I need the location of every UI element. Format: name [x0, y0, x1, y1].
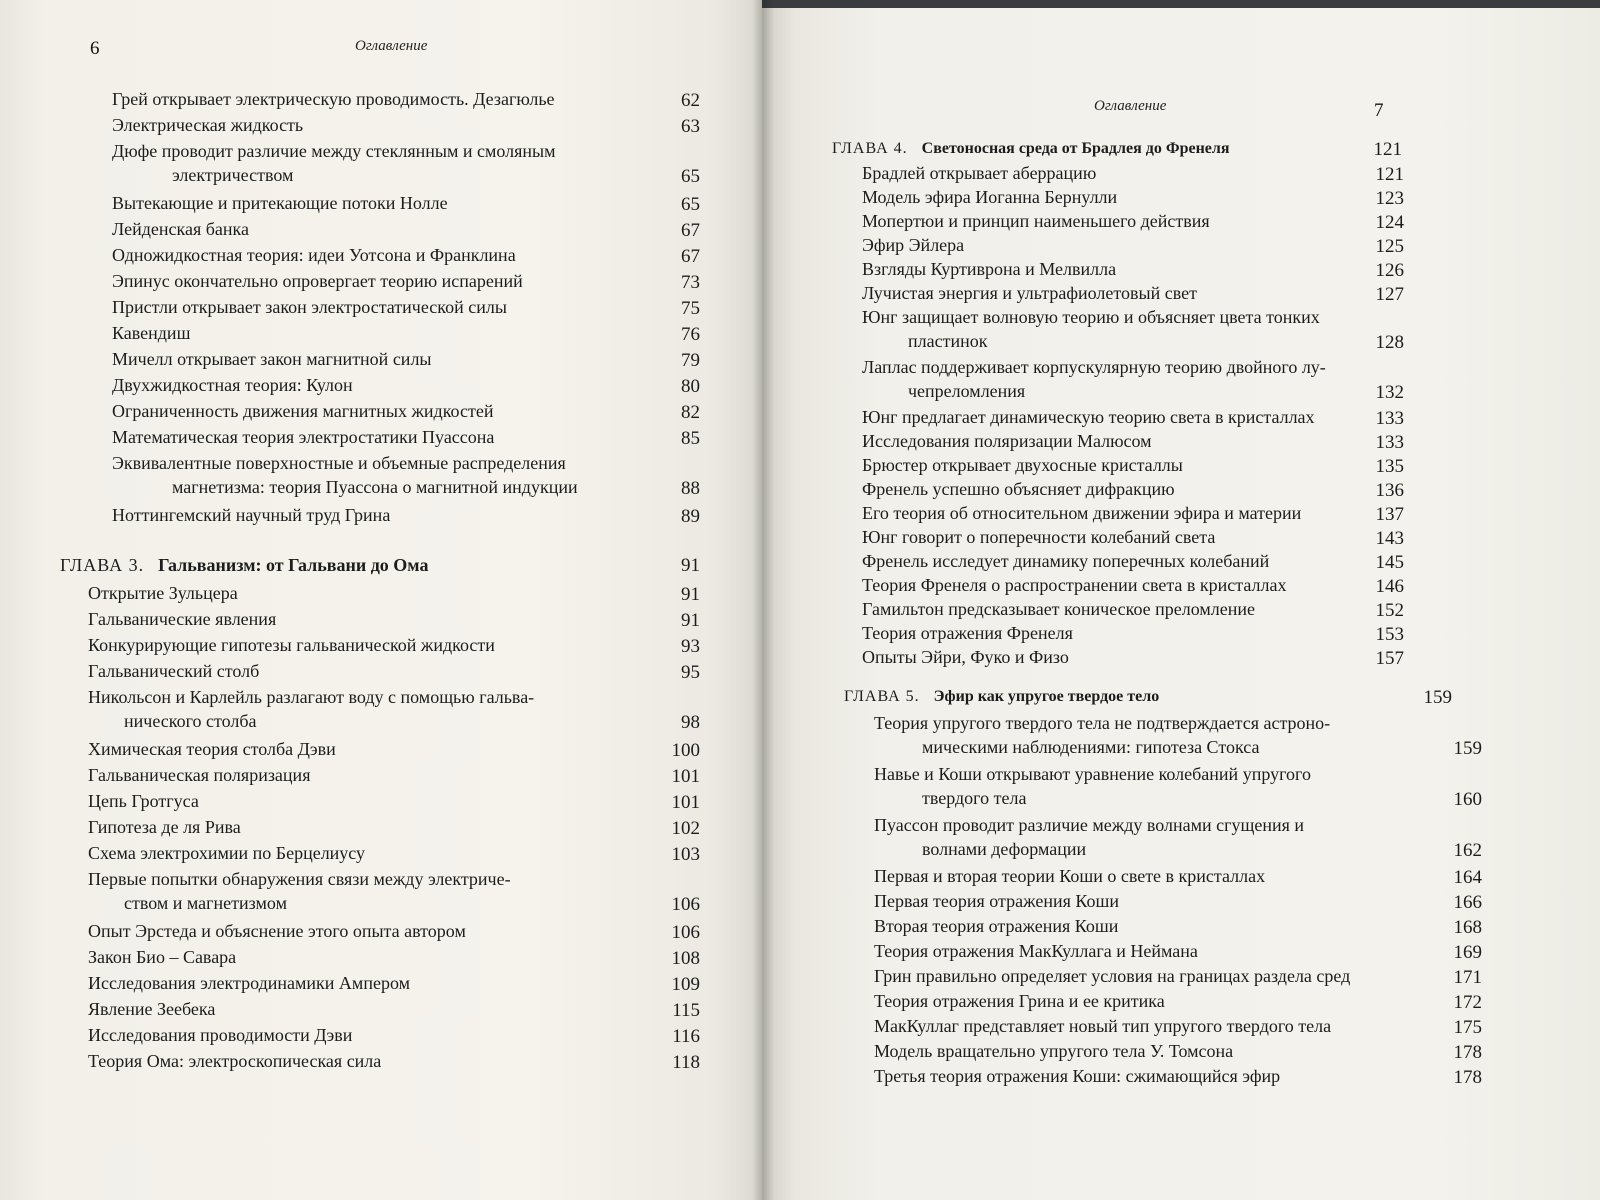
toc-entry-continuation: мическими наблюдениями: гипотеза Стокса [922, 737, 1260, 757]
toc-page-number: 178 [1453, 1067, 1482, 1088]
toc-entry-title: Юнг защищает волновую теорию и объясняет цвета тонких [862, 307, 1320, 327]
toc-page-number: 76 [681, 324, 700, 345]
toc-entry-title: Первые попытки обнаружения связи между электриче- [88, 869, 511, 889]
chapter-page-number: 91 [681, 555, 700, 576]
toc-entry [88, 946, 648, 968]
toc-entry-title: Никольсон и Карлейль разлагают воду с помощью гальва- [88, 687, 535, 707]
toc-entry [88, 738, 648, 760]
chapter-heading [832, 138, 1230, 160]
toc-entry [112, 322, 657, 344]
toc-entry [862, 550, 1382, 572]
toc-entry [112, 244, 657, 266]
toc-entry [88, 972, 648, 994]
toc-page-number: 133 [1375, 432, 1404, 453]
toc-entry-continuation: ством и магнетизмом [124, 893, 287, 913]
toc-page-number: 168 [1453, 917, 1482, 938]
toc-page-number: 175 [1453, 1017, 1482, 1038]
chapter-title: Эфир как упругое твердое тело [933, 688, 1160, 705]
toc-entry [112, 218, 657, 240]
toc-page-number: 164 [1453, 867, 1482, 888]
toc-page-number: 123 [1375, 188, 1404, 209]
toc-page-number: 145 [1375, 552, 1404, 573]
toc-entry-continuation: твердого тела [922, 788, 1027, 808]
toc-entry-title: Френель исследует динамику поперечных колебаний [862, 551, 1270, 571]
toc-entry [112, 400, 657, 422]
toc-page-number: 146 [1375, 576, 1404, 597]
toc-entry [112, 504, 657, 526]
toc-entry-title: Гамильтон предсказывает коническое преломление [862, 599, 1256, 619]
toc-page-number: 106 [671, 922, 700, 943]
toc-page-number: 128 [1375, 332, 1404, 353]
chapter-page-number: 159 [1423, 687, 1452, 708]
toc-page-number: 95 [681, 662, 700, 683]
toc-page-number: 100 [671, 740, 700, 761]
toc-entry [874, 965, 1434, 987]
toc-entry-title: Третья теория отражения Коши: сжимающийся эфир [874, 1066, 1281, 1086]
toc-entry-title: Явление Зеебека [88, 999, 216, 1019]
toc-entry [88, 868, 648, 890]
toc-page-number: 143 [1375, 528, 1404, 549]
toc-entry [862, 646, 1382, 668]
chapter-label: ГЛАВА 4. [832, 140, 908, 157]
toc-entry-title: Исследования проводимости Дэви [88, 1025, 353, 1045]
toc-entry [862, 282, 1382, 304]
toc-entry-title: Мичелл открывает закон магнитной силы [112, 349, 432, 369]
toc-entry-title: Грин правильно определяет условия на границах раздела сред [874, 966, 1351, 986]
toc-page-number: 171 [1453, 967, 1482, 988]
toc-entry [88, 998, 648, 1020]
toc-entry-title: Грей открывает электрическую проводимость. Дезагюлье [112, 89, 555, 109]
toc-entry [88, 920, 648, 942]
toc-page-number: 116 [672, 1026, 700, 1047]
toc-entry [112, 140, 657, 162]
toc-page-number: 115 [672, 1000, 700, 1021]
toc-page-number: 160 [1453, 789, 1482, 810]
toc-entry [862, 210, 1382, 232]
toc-page-number: 135 [1375, 456, 1404, 477]
toc-entry [862, 526, 1382, 548]
toc-entry-title: Исследования электродинамики Ампером [88, 973, 410, 993]
toc-entry [862, 258, 1382, 280]
toc-entry-title: Вытекающие и притекающие потоки Нолле [112, 193, 448, 213]
toc-page-number: 121 [1375, 164, 1404, 185]
toc-entry-title: Пуассон проводит различие между волнами сгущения и [874, 815, 1305, 835]
toc-entry-title: Химическая теория столба Дэви [88, 739, 336, 759]
toc-page-number: 62 [681, 90, 700, 111]
toc-entry-title: Гипотеза де ля Рива [88, 817, 241, 837]
toc-entry-continuation: пластинок [908, 331, 988, 351]
toc-page-number: 118 [672, 1052, 700, 1073]
toc-entry [112, 452, 657, 474]
toc-page-number: 73 [681, 272, 700, 293]
toc-entry-title: Юнг предлагает динамическую теорию света в кристаллах [862, 407, 1315, 427]
toc-page-number: 98 [681, 712, 700, 733]
toc-entry-title: Навье и Коши открывают уравнение колебаний упругого [874, 764, 1311, 784]
toc-page-number: 102 [671, 818, 700, 839]
toc-entry-title: Опыт Эрстеда и объяснение этого опыта автором [88, 921, 466, 941]
toc-page-number: 157 [1375, 648, 1404, 669]
toc-page-number: 67 [681, 220, 700, 241]
toc-page-number: 166 [1453, 892, 1482, 913]
toc-entry-title: Брюстер открывает двухосные кристаллы [862, 455, 1183, 475]
toc-page-number: 127 [1375, 284, 1404, 305]
toc-entry [112, 88, 657, 110]
toc-entry-title: Пристли открывает закон электростатической силы [112, 297, 507, 317]
chapter-label: ГЛАВА 3. [60, 555, 145, 575]
toc-entry-title: Его теория об относительном движении эфира и материи [862, 503, 1302, 523]
toc-page-number: 85 [681, 428, 700, 449]
toc-page-number: 89 [681, 506, 700, 527]
toc-entry-title: Исследования поляризации Малюсом [862, 431, 1152, 451]
toc-page-number: 178 [1453, 1042, 1482, 1063]
toc-page-number: 136 [1375, 480, 1404, 501]
toc-entry-title: Двухжидкостная теория: Кулон [112, 375, 353, 395]
toc-page-number: 65 [681, 194, 700, 215]
toc-page-number: 172 [1453, 992, 1482, 1013]
chapter-label: ГЛАВА 5. [844, 688, 920, 705]
running-head: Оглавление [1094, 98, 1167, 114]
toc-entry-title: Модель вращательно упругого тела У. Томсона [874, 1041, 1234, 1061]
toc-entry-continuation: волнами деформации [922, 839, 1087, 859]
right-page [762, 8, 1600, 1200]
toc-entry-continuation: чепреломления [908, 381, 1026, 401]
toc-entry-title: Гальванические явления [88, 609, 277, 629]
toc-page-number: 169 [1453, 942, 1482, 963]
toc-entry-title: Брадлей открывает аберрацию [862, 163, 1097, 183]
toc-entry-title: Схема электрохимии по Берцелиусу [88, 843, 366, 863]
toc-entry [88, 842, 648, 864]
toc-entry-title: Лучистая энергия и ультрафиолетовый свет [862, 283, 1197, 303]
toc-page-number: 108 [671, 948, 700, 969]
toc-entry-title: Закон Био – Савара [88, 947, 237, 967]
toc-entry-title: Гальванический столб [88, 661, 260, 681]
toc-entry-title: Взгляды Куртиврона и Мелвилла [862, 259, 1117, 279]
toc-entry-title: Первая теория отражения Коши [874, 891, 1119, 911]
toc-entry [88, 608, 648, 630]
toc-entry [874, 1040, 1434, 1062]
toc-entry-title: Электрическая жидкость [112, 115, 304, 135]
toc-page-number: 162 [1453, 840, 1482, 861]
toc-entry [88, 1050, 648, 1072]
toc-entry [862, 430, 1382, 452]
toc-page-number: 133 [1375, 408, 1404, 429]
toc-entry [88, 634, 648, 656]
toc-page-number: 93 [681, 636, 700, 657]
toc-entry [874, 915, 1434, 937]
toc-entry-title: Ограниченность движения магнитных жидкостей [112, 401, 494, 421]
toc-entry [862, 478, 1382, 500]
toc-page-number: 101 [671, 792, 700, 813]
toc-entry [88, 764, 648, 786]
left-page [0, 0, 762, 1200]
toc-page-number: 101 [671, 766, 700, 787]
toc-entry [88, 816, 648, 838]
toc-entry-title: Лаплас поддерживает корпускулярную теорию двойного лу- [862, 357, 1326, 377]
toc-entry [874, 763, 1434, 785]
toc-entry-title: Модель эфира Иоганна Бернулли [862, 187, 1118, 207]
toc-page-number: 91 [681, 584, 700, 605]
toc-entry-title: МакКуллаг представляет новый тип упругого твердого тела [874, 1016, 1332, 1036]
toc-entry [874, 990, 1434, 1012]
book-gutter [752, 0, 774, 1200]
toc-entry [862, 622, 1382, 644]
toc-entry [112, 270, 657, 292]
toc-entry [862, 234, 1382, 256]
toc-page-number: 153 [1375, 624, 1404, 645]
toc-entry-title: Математическая теория электростатики Пуассона [112, 427, 495, 447]
toc-entry-continuation: нического столба [124, 711, 257, 731]
page-number: 7 [1374, 100, 1384, 121]
toc-entry [112, 192, 657, 214]
toc-entry-title: Мопертюи и принцип наименьшего действия [862, 211, 1210, 231]
toc-entry-title: Ноттингемский научный труд Грина [112, 505, 391, 525]
toc-entry-title: Эфир Эйлера [862, 235, 965, 255]
toc-entry [862, 574, 1382, 596]
toc-entry-title: Френель успешно объясняет дифракцию [862, 479, 1175, 499]
toc-page-number: 63 [681, 116, 700, 137]
toc-entry [874, 814, 1434, 836]
toc-entry [862, 598, 1382, 620]
toc-entry [874, 1015, 1434, 1037]
chapter-page-number: 121 [1373, 139, 1402, 160]
toc-entry-title: Теория Ома: электроскопическая сила [88, 1051, 382, 1071]
toc-entry [112, 296, 657, 318]
toc-entry [874, 712, 1434, 734]
toc-page-number: 103 [671, 844, 700, 865]
toc-page-number: 65 [681, 166, 700, 187]
toc-entry-title: Кавендиш [112, 323, 191, 343]
toc-page-number: 80 [681, 376, 700, 397]
toc-entry-title: Открытие Зульцера [88, 583, 238, 603]
toc-entry [862, 502, 1382, 524]
toc-entry [874, 865, 1434, 887]
toc-entry-title: Теория отражения МакКуллага и Неймана [874, 941, 1198, 961]
toc-entry-title: Юнг говорит о поперечности колебаний света [862, 527, 1216, 547]
toc-entry [874, 890, 1434, 912]
toc-page-number: 126 [1375, 260, 1404, 281]
toc-entry [88, 686, 648, 708]
toc-entry-title: Конкурирующие гипотезы гальванической жидкости [88, 635, 495, 655]
toc-page-number: 88 [681, 478, 700, 499]
toc-entry-title: Эквивалентные поверхностные и объемные распределения [112, 453, 566, 473]
toc-page-number: 124 [1375, 212, 1404, 233]
toc-entry [862, 306, 1382, 328]
toc-page-number: 109 [671, 974, 700, 995]
toc-page-number: 159 [1453, 738, 1482, 759]
toc-entry [874, 1065, 1434, 1087]
toc-page-number: 67 [681, 246, 700, 267]
chapter-heading [844, 686, 1159, 708]
toc-entry-title: Вторая теория отражения Коши [874, 916, 1119, 936]
toc-page-number: 152 [1375, 600, 1404, 621]
toc-entry [88, 660, 648, 682]
running-head: Оглавление [355, 38, 428, 54]
toc-entry [112, 114, 657, 136]
toc-page-number: 91 [681, 610, 700, 631]
chapter-title: Гальванизм: от Гальвани до Ома [158, 555, 429, 575]
toc-page-number: 79 [681, 350, 700, 371]
toc-entry-title: Теория Френеля о распространении света в кристаллах [862, 575, 1287, 595]
toc-page-number: 137 [1375, 504, 1404, 525]
toc-entry-title: Эпинус окончательно опровергает теорию испарений [112, 271, 523, 291]
chapter-heading [60, 554, 428, 576]
toc-entry-title: Одножидкостная теория: идеи Уотсона и Франклина [112, 245, 516, 265]
toc-entry-title: Первая и вторая теории Коши о свете в кристаллах [874, 866, 1266, 886]
chapter-title: Светоносная среда от Брадлея до Френеля [921, 140, 1230, 157]
toc-entry [88, 790, 648, 812]
toc-page-number: 125 [1375, 236, 1404, 257]
toc-entry-title: Дюфе проводит различие между стеклянным и смоляным [112, 141, 556, 161]
toc-entry [112, 374, 657, 396]
toc-entry-continuation: магнетизма: теория Пуассона о магнитной индукции [172, 477, 578, 497]
toc-entry [112, 348, 657, 370]
toc-page-number: 82 [681, 402, 700, 423]
page-number: 6 [90, 38, 100, 59]
toc-page-number: 106 [671, 894, 700, 915]
toc-entry [862, 186, 1382, 208]
toc-entry [862, 356, 1382, 378]
toc-entry-title: Цепь Гротгуса [88, 791, 199, 811]
toc-entry [862, 406, 1382, 428]
toc-entry [862, 162, 1382, 184]
toc-entry-title: Лейденская банка [112, 219, 249, 239]
toc-entry-title: Теория отражения Френеля [862, 623, 1073, 643]
toc-entry [88, 1024, 648, 1046]
toc-page-number: 75 [681, 298, 700, 319]
toc-entry [88, 582, 648, 604]
toc-entry [112, 426, 657, 448]
toc-entry [862, 454, 1382, 476]
toc-entry-continuation: электричеством [172, 165, 294, 185]
toc-entry-title: Теория упругого твердого тела не подтверждается астроно- [874, 713, 1331, 733]
toc-entry-title: Гальваническая поляризация [88, 765, 311, 785]
toc-entry-title: Теория отражения Грина и ее критика [874, 991, 1165, 1011]
toc-entry [874, 940, 1434, 962]
toc-page-number: 132 [1375, 382, 1404, 403]
toc-entry-title: Опыты Эйри, Фуко и Физо [862, 647, 1069, 667]
